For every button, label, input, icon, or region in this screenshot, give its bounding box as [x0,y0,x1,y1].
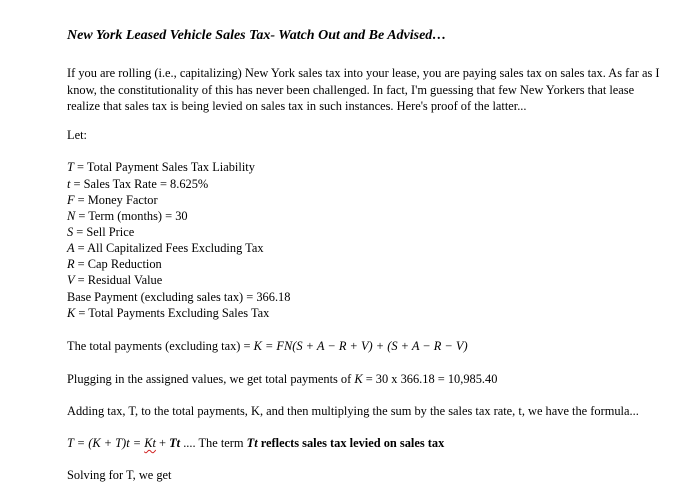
definition-item: N = Term (months) = 30 [67,209,188,223]
definition-item: S = Sell Price [67,225,135,239]
solving-line: Solving for T, we get [67,468,172,482]
let-label: Let: [67,128,87,142]
definition-item: t = Sales Tax Rate = 8.625% [67,177,209,191]
document-title: New York Leased Vehicle Sales Tax- Watch Out and Be Advised… [67,28,447,43]
definition-item: A = All Capitalized Fees Excluding Tax [67,241,264,255]
definition-item: T = Total Payment Sales Tax Liability [67,160,255,174]
formula-line: T = (K + T)t = Kt + Tt .... The term Tt reflects sales tax levied on sales tax [67,436,445,450]
base-payment-line: Base Payment (excluding sales tax) = 366.18 [67,290,291,304]
total-payments-line: The total payments (excluding tax) = K = FN(S + A − R + V) + (S + A − R − V) [67,339,468,353]
spellcheck-underline: Kt [144,436,156,450]
definition-item: R = Cap Reduction [67,257,162,271]
adding-tax-line: Adding tax, T, to the total payments, K, and then multiplying the sum by the sales tax rate, t, we have the formula... [67,404,639,418]
intro-paragraph: If you are rolling (i.e., capitalizing) New York sales tax into your lease, you are paying sales tax on sales tax. As far as I know, the constitutionality of this has never been challenged. In fact, I'm guessing that few New Yorkers that lease realize that sales tax is being levied on sales tax in such instances. Here's proof of the latter... [67,66,660,113]
definition-item: K = Total Payments Excluding Sales Tax [67,306,270,320]
definition-item: V = Residual Value [67,273,163,287]
document-page [67,0,677,500]
plugging-line: Plugging in the assigned values, we get total payments of K = 30 x 366.18 = 10,985.40 [67,372,498,386]
definition-item: F = Money Factor [67,193,158,207]
